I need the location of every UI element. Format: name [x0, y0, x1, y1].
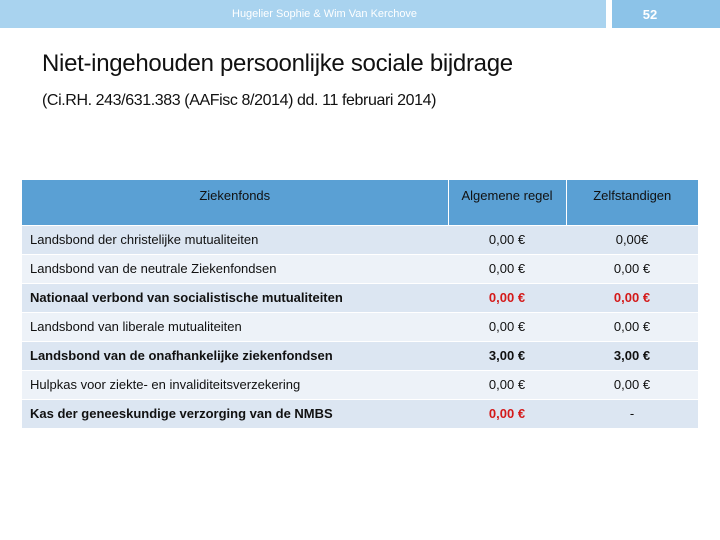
row-name: Nationaal verbond van socialistische mutualiteiten — [22, 283, 448, 312]
top-bar — [0, 0, 720, 28]
table-row — [22, 370, 698, 399]
row-zelfstandigen: 0,00 € — [566, 312, 698, 341]
row-zelfstandigen: 0,00 € — [566, 254, 698, 283]
row-algemeen: 0,00 € — [448, 225, 566, 254]
header-zelfstandigen: Zelfstandigen — [566, 180, 698, 225]
row-name: Landsbond van de neutrale Ziekenfondsen — [22, 254, 448, 283]
header-algemene-regel: Algemene regel — [448, 180, 566, 225]
slide-number: 52 — [642, 7, 658, 22]
header-ziekenfonds: Ziekenfonds — [22, 180, 448, 225]
slide-title: Niet-ingehouden persoonlijke sociale bijdrage — [42, 50, 513, 77]
row-algemeen: 0,00 € — [448, 254, 566, 283]
slide-subtitle: (Ci.RH. 243/631.383 (AAFisc 8/2014) dd. 11 februari 2014) — [42, 92, 437, 109]
table-row — [22, 254, 698, 283]
contributions-table — [22, 180, 698, 428]
row-algemeen: 3,00 € — [448, 341, 566, 370]
table-row — [22, 283, 698, 312]
row-name: Landsbond der christelijke mutualiteiten — [22, 225, 448, 254]
row-zelfstandigen: 0,00 € — [566, 283, 698, 312]
row-name: Hulpkas voor ziekte- en invaliditeitsverzekering — [22, 370, 448, 399]
row-name: Landsbond van liberale mutualiteiten — [22, 312, 448, 341]
table-row — [22, 312, 698, 341]
row-algemeen: 0,00 € — [448, 370, 566, 399]
row-algemeen: 0,00 € — [448, 283, 566, 312]
row-name: Landsbond van de onafhankelijke ziekenfondsen — [22, 341, 448, 370]
table-row — [22, 341, 698, 370]
row-zelfstandigen: 0,00€ — [566, 225, 698, 254]
row-algemeen: 0,00 € — [448, 312, 566, 341]
row-zelfstandigen: 0,00 € — [566, 370, 698, 399]
table-row — [22, 399, 698, 428]
row-name: Kas der geneeskundige verzorging van de NMBS — [22, 399, 448, 428]
table-header-row — [22, 180, 698, 225]
row-zelfstandigen: 3,00 € — [566, 341, 698, 370]
row-zelfstandigen: - — [566, 399, 698, 428]
row-algemeen: 0,00 € — [448, 399, 566, 428]
author-label: Hugelier Sophie & Wim Van Kerchove — [232, 8, 418, 20]
table-row — [22, 225, 698, 254]
